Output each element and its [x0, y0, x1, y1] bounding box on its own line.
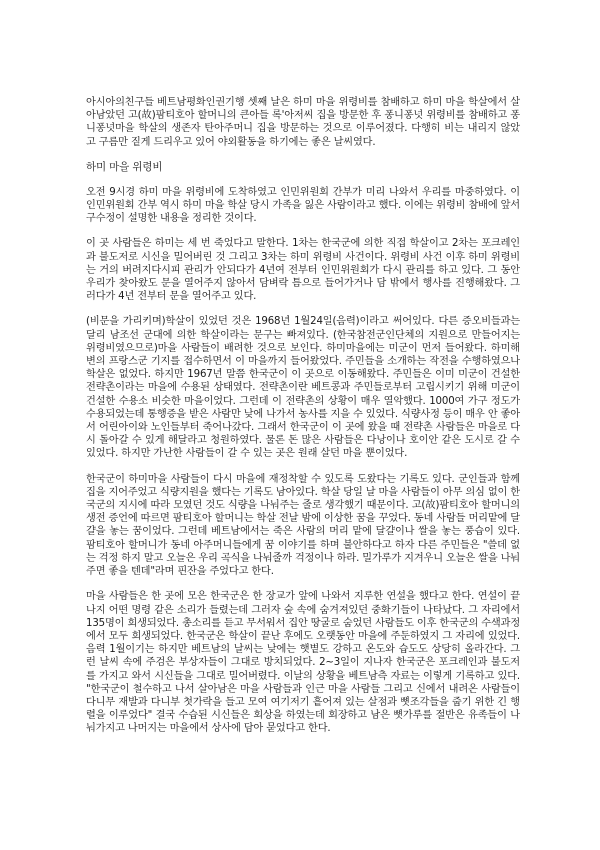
- intro-paragraph: 아시아의친구들 베트남평화인권기행 셋째 날은 하미 마을 위령비를 참배하고 하미 마을 학살에서 살아남았던 고(故)팜티호아 할머니의 큰아들 록'아저씨 집을 방문한 후 퐁니퐁넛 위령비를 참배하고 퐁니퐁넛마을 학살의 생존자 탄아주머니 집을 방문하는 것으로 이루어졌다. 다행히 비는 내리지 않았고 구름만 짙게 드리우고 있어 야외활동을 하기에는 좋은 날씨였다.: [86, 97, 520, 148]
- paragraph-5: 마을 사람들은 한 곳에 모은 한국군은 한 장교가 앞에 나와서 지루한 연설을 했다고 한다. 연설이 끝나지 어떤 명령 같은 소리가 들렸는데 그러자 숲 속에 숨겨져있던 중화기들이 나타났다. 그 자리에서 135명이 희생되었다. 총소리를 듣고 무서워서 집안 땅굴로 숨었던 사람들도 이후 한국군의 수색과정에서 모두 희생되었다. 한국군은 학살이 끝난 후에도 오랫동안 마을에 주둔하였지 그 자리에 있었다. 음력 1월이기는 하지만 베트남의 날씨는 낮에는 햇볕도 강하고 온도와 습도도 상당히 올라간다. 그런 날씨 속에 주검은 부상자들이 그대로 방치되었다. 2~3일이 지나자 한국군은 포크레인과 불도저를 가지고 와서 시신들을 그대로 밀어버렸다. 이날의 상황을 베트남측 자료는 이렇게 기록하고 있다. "한국군이 철수하고 나서 살아남은 마을 사람들과 인근 마을 사람들 그리고 신에서 내려온 사람들이 다니무 재발과 다니부 첫가락을 들고 모여 여기저기 흩어져 있는 살점과 뼛조각들을 줍기 위한 긴 행렬을 이루었다" 결국 수습된 시신들은 회상을 하였는데 회장하고 남은 뼛가루를 절반은 유족들이 나눠가지고 나머지는 마을에서 상사에 담아 묻었다고 한다.: [86, 591, 521, 735]
- paragraph-3: (비문을 가리키며)학살이 있었던 것은 1968년 1월24일(음력)이라고 써어있다. 다른 증오비들과는 달리 남조선 군대에 의한 학살이라는 문구는 빠져있다. (한국참전군인단체의 지원으로 만들어지는 위령비였으므로)마을 사람들이 배려한 것으로 보인다. 하미마을에는 미군이 먼저 들어왔다. 하미해변의 프랑스군 기지를 접수하면서 이 마을까지 들어왔었다. 주민들을 소개하는 작전을 수행하였으나 학살은 없었다. 하지만 1967년 말쯤 한국군이 이 곳으로 이동해왔다. 주민들은 이미 미군이 건설한 전략촌이라는 마을에 수용된 상태였다. 전략촌이란 베트콩과 주민들로부터 고립시키기 위해 미군이 건설한 수용소 비슷한 마을이었다. 그런데 이 전략촌의 상황이 매우 열악했다. 1000여 가구 정도가 수용되었는데 통행증을 받은 사람만 낮에 나가서 농사를 지을 수 있었다. 식량사정 등이 매우 안 좋아서 어린아이와 노인들부터 죽어나갔다. 그래서 한국군이 이 곳에 왔을 때 전략촌 사람들은 마을로 다시 돌아갈 수 있게 해달라고 청원하였다. 물론 돈 많은 사람들은 다낭이나 호이안 같은 도시로 갈 수 있었다. 하지만 가난한 사람들이 갈 수 있는 곳은 원래 살던 마을 뿐이었다.: [86, 316, 520, 460]
- section-heading: 하미 마을 위령비: [86, 160, 163, 173]
- paragraph-4: 한국군이 하미마을 사람들이 다시 마을에 재정착할 수 있도록 도왔다는 기록도 있다. 군인들과 함께 집을 지어주었고 식량지원을 했다는 기록도 남아있다. 학살 당일 날 마을 사람들이 아무 의심 없이 한국군의 지시에 따라 모였던 것도 식량을 나눠주는 줄로 생각했기 때문이다. 고(故)팜티호아 할머니의 생전 증언에 따르면 팜티호아 할머니는 학살 전날 밤에 이상한 꿈을 꾸었다. 동네 사람들 머리맡에 달걀을 놓는 꿈이었다. 그런데 베트남에서는 죽은 사람의 머리 맡에 달걀이나 쌀을 놓는 풍습이 있다. 팜티호아 할머니가 동네 아주머니들에게 꿈 이야기를 하며 불안하다고 하자 다른 주민들은 "쓸데 없는 걱정 하지 말고 오늘은 우리 곡식을 나눠줄까 걱정이나 하라. 밀가루가 지겨우니 오늘은 쌀을 나눠주면 좋을 텐데"라며 핀잔을 주었다고 한다.: [86, 473, 520, 578]
- paragraph-1: 오전 9시경 하미 마을 위령비에 도착하였고 인민위원회 간부가 미리 나와서 우리를 마중하였다. 이 인민위원회 간부 역시 하미 마을 학살 당시 가족을 잃은 사람이라고 했다. 이에는 위령비 참배에 앞서 구수정이 설명한 내용을 정리한 것이다.: [86, 186, 520, 225]
- paragraph-2: 이 곳 사람들은 하미는 세 번 죽었다고 말한다. 1차는 한국군에 의한 직접 학살이고 2차는 포크레인과 불도저로 시신을 밀어버린 것 그리고 3차는 하미 위령비 사건이다. 위령비 사건 이후 하미 위령비는 거의 버려지다시피 관리가 안되다가 4년여 전부터 인민위원회가 다시 관리를 하고 있다. 그 동안 우리가 찾아왔도 문을 열어주지 않아서 담벼락 틈으로 들어가거나 담 밖에서 행사를 진행해왔다. 그러다가 4년 전부터 문을 열어주고 있다.: [86, 238, 520, 303]
- document-page: [86, 96, 520, 748]
